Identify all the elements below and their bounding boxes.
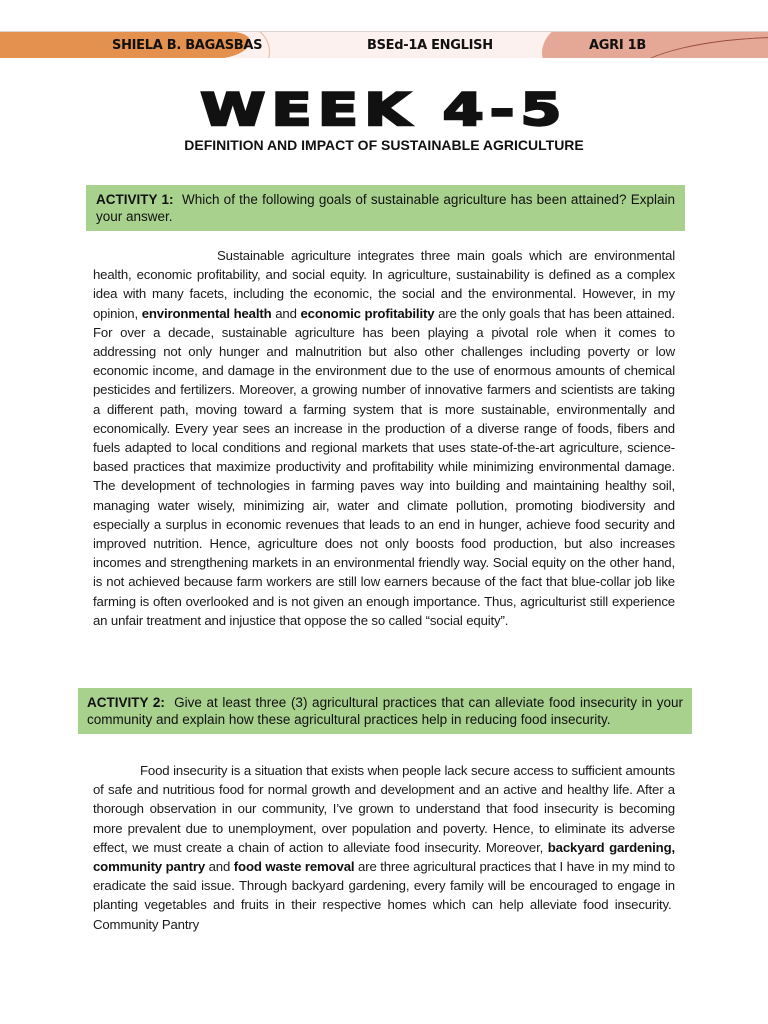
page-subtitle: DEFINITION AND IMPACT OF SUSTAINABLE AGRICULTURE xyxy=(184,137,584,153)
answer-2-bold-food-waste-removal: food waste removal xyxy=(233,859,355,875)
activity-2-prompt: Give at least three (3) agricultural practices that can alleviate food insecurity in your community and explain how these agricultural practices help in reducing food insecurity. xyxy=(87,695,683,727)
answer-1-text-b: and xyxy=(271,305,301,321)
activity-1-prompt: Which of the following goals of sustainable agriculture has been attained? Explain your answer. xyxy=(96,192,675,224)
answer-2-text-c: are three agricultural practices that I have in my mind to eradicate the said issue. Through backyard gardening, every family will be encouraged to engage in planting vegetables and fruits in their respective homes which can help alleviate food insecurity. Community Pantry xyxy=(93,859,675,932)
course-label: BSEd-1A ENGLISH xyxy=(367,38,493,53)
activity-1-answer xyxy=(93,246,675,630)
answer-1-bold-environmental-health: environmental health xyxy=(141,305,272,321)
answer-2-bold-practices: backyard gardening, community pantry xyxy=(93,839,675,875)
answer-1-bold-economic-profitability: economic profitability xyxy=(300,305,435,321)
activity-1-label: ACTIVITY 1: xyxy=(96,192,174,207)
activity-2-prompt-box xyxy=(78,688,692,734)
answer-2-text-a: Food insecurity is a situation that exists when people lack secure access to sufficient amounts of safe and nutritious food for normal growth and development and an active and healthy life. After a thorough observation in our community, I’ve grown to understand that food insecurity is becoming more prevalent due to unemployment, over population and poverty. Hence, to eliminate its adverse effect, we must create a chain of action to alleviate food insecurity. Moreover, xyxy=(93,763,675,855)
subject-label: AGRI 1B xyxy=(589,38,646,53)
activity-1-prompt-box xyxy=(86,185,685,231)
answer-1-text-a: Sustainable agriculture integrates three main goals which are environmental health, economic profitability, and social equity. In agriculture, sustainability is defined as a complex idea with many facets, including the economic, the social and the environmental. However, in my opinion, xyxy=(93,248,675,321)
student-name: SHIELA B. BAGASBAS xyxy=(112,38,263,53)
activity-2-answer xyxy=(93,761,675,934)
activity-2-label: ACTIVITY 2: xyxy=(87,695,165,710)
answer-1-text-c: are the only goals that has been attained. For over a decade, sustainable agriculture has been playing a pivotal role when it comes to addressing not only hunger and malnutrition but also other challenges including poverty or low economic income, and damage in the environment due to the use of enormous amounts of chemical pesticides and fertilizers. Moreover, a growing number of innovative farmers and scientists are taking a different path, moving toward a farming system that is more sustainable, environmentally and economically. Every year sees an increase in the production of a diverse range of foods, fibers and fuels adapted to local conditions and regional markets that uses state-of-the-art agriculture, science-based practices that maximize productivity and profitability while minimizing environmental damage. The development of technologies in farming paves way into building and maintaining healthy soil, managing water wisely, minimizing air, water and climate pollution, promoting biodiversity and especially a surplus in economic revenues that leads to an end in hunger, achieve food security and improved nutrition. Hence, agriculture does not only boosts food production, but also increases incomes and strengthening markets in an environmental friendly way. Social equity on the other hand, is not achieved because farm workers are still low earners because of the fact that blue-collar job like farming is often overlooked and is not given an enough importance. Thus, agriculturist still experience an unfair treatment and injustice that oppose the so called “social equity”. xyxy=(93,305,675,628)
answer-2-text-b: and xyxy=(205,859,234,875)
page-title: WEEK 4-5 xyxy=(200,84,568,137)
